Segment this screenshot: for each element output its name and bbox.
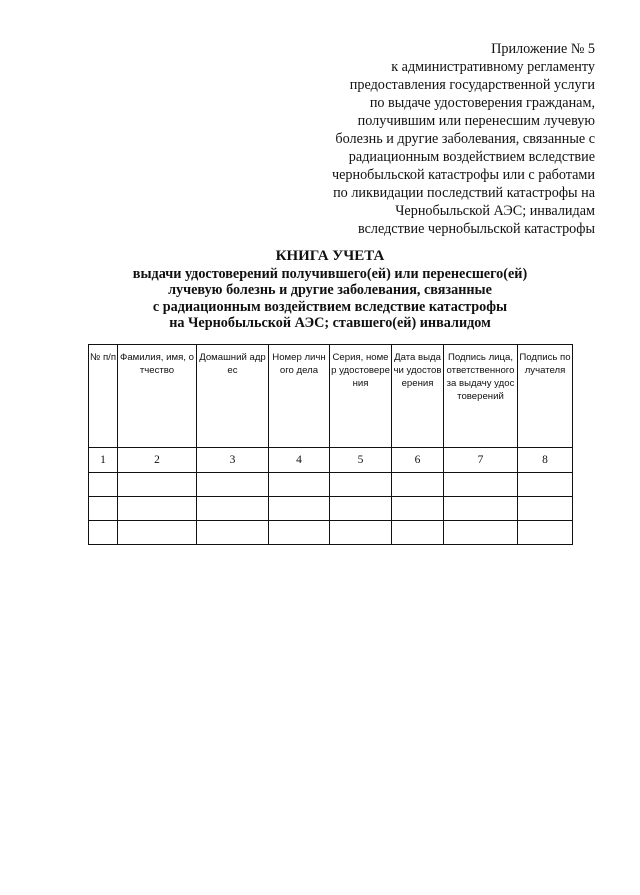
header-cell-issue-date: Дата выдачи удостоверения (392, 345, 444, 448)
header-cell-home-address: Домашний адрес (197, 345, 269, 448)
table-cell (269, 473, 330, 497)
annex-line: чернобыльской катастрофы или с работами (331, 167, 595, 183)
header-cell-personal-file-number: Номер личного дела (269, 345, 330, 448)
annex-line: радиационным воздействием вследствие (348, 149, 595, 165)
table-cell (89, 521, 118, 545)
table-cell (269, 497, 330, 521)
annex-line: получившим или перенесшим лучевую (357, 113, 595, 129)
column-number-cell: 7 (444, 448, 518, 473)
table-cell (89, 473, 118, 497)
table-cell (197, 497, 269, 521)
table-cell (89, 497, 118, 521)
table-row (89, 497, 573, 521)
column-number-cell: 4 (269, 448, 330, 473)
document-heading (90, 248, 570, 332)
document-title: КНИГА УЧЕТА (275, 248, 385, 264)
table-cell (118, 497, 197, 521)
table-cell (518, 497, 573, 521)
registry-table (88, 344, 573, 545)
table-cell (392, 473, 444, 497)
table-cell (330, 521, 392, 545)
header-cell-issuer-signature: Подпись лица, ответственного за выдачу удостоверений (444, 345, 518, 448)
column-number-cell: 2 (118, 448, 197, 473)
document-subtitle-line: на Чернобыльской АЭС; ставшего(ей) инвалидом (169, 315, 491, 331)
column-number-cell: 8 (518, 448, 573, 473)
document-subtitle-line: выдачи удостоверений получившего(ей) или перенесшего(ей) (132, 265, 528, 282)
column-number-cell: 3 (197, 448, 269, 473)
table-cell (444, 473, 518, 497)
header-cell-full-name: Фамилия, имя, отчество (118, 345, 197, 448)
column-number-cell: 1 (89, 448, 118, 473)
annex-line: по ликвидации последствий катастрофы на (333, 185, 595, 201)
table-cell (392, 497, 444, 521)
document-subtitle-line: лучевую болезнь и другие заболевания, связанные (168, 282, 492, 298)
annex-line: Приложение № 5 (491, 41, 595, 57)
table-cell (118, 473, 197, 497)
header-cell-certificate-series-number: Серия, номер удостоверения (330, 345, 392, 448)
annex-line: вследствие чернобыльской катастрофы (357, 221, 595, 237)
annex-line: болезнь и другие заболевания, связанные с (335, 131, 595, 147)
table-cell (330, 497, 392, 521)
table-row (89, 521, 573, 545)
table-cell (330, 473, 392, 497)
column-number-row (89, 448, 573, 473)
document-subtitle-line: с радиационным воздействием вследствие катастрофы (152, 298, 508, 315)
table-cell (197, 521, 269, 545)
header-cell-number: № п/п (89, 345, 118, 448)
column-number-cell: 6 (392, 448, 444, 473)
table-cell (518, 473, 573, 497)
table-cell (392, 521, 444, 545)
table-cell (444, 521, 518, 545)
table-cell (269, 521, 330, 545)
annex-line: к административному регламенту (391, 59, 595, 75)
annex-line: предоставления государственной услуги (349, 77, 595, 93)
column-number-cell: 5 (330, 448, 392, 473)
table-cell (518, 521, 573, 545)
annex-line: Чернобыльской АЭС; инвалидам (395, 203, 595, 219)
table-header-row (89, 345, 573, 448)
table-row (89, 473, 573, 497)
header-cell-recipient-signature: Подпись получателя (518, 345, 573, 448)
table-cell (197, 473, 269, 497)
annex-note (275, 40, 595, 238)
table-cell (444, 497, 518, 521)
annex-line: по выдаче удостоверения гражданам, (369, 95, 595, 111)
table-cell (118, 521, 197, 545)
